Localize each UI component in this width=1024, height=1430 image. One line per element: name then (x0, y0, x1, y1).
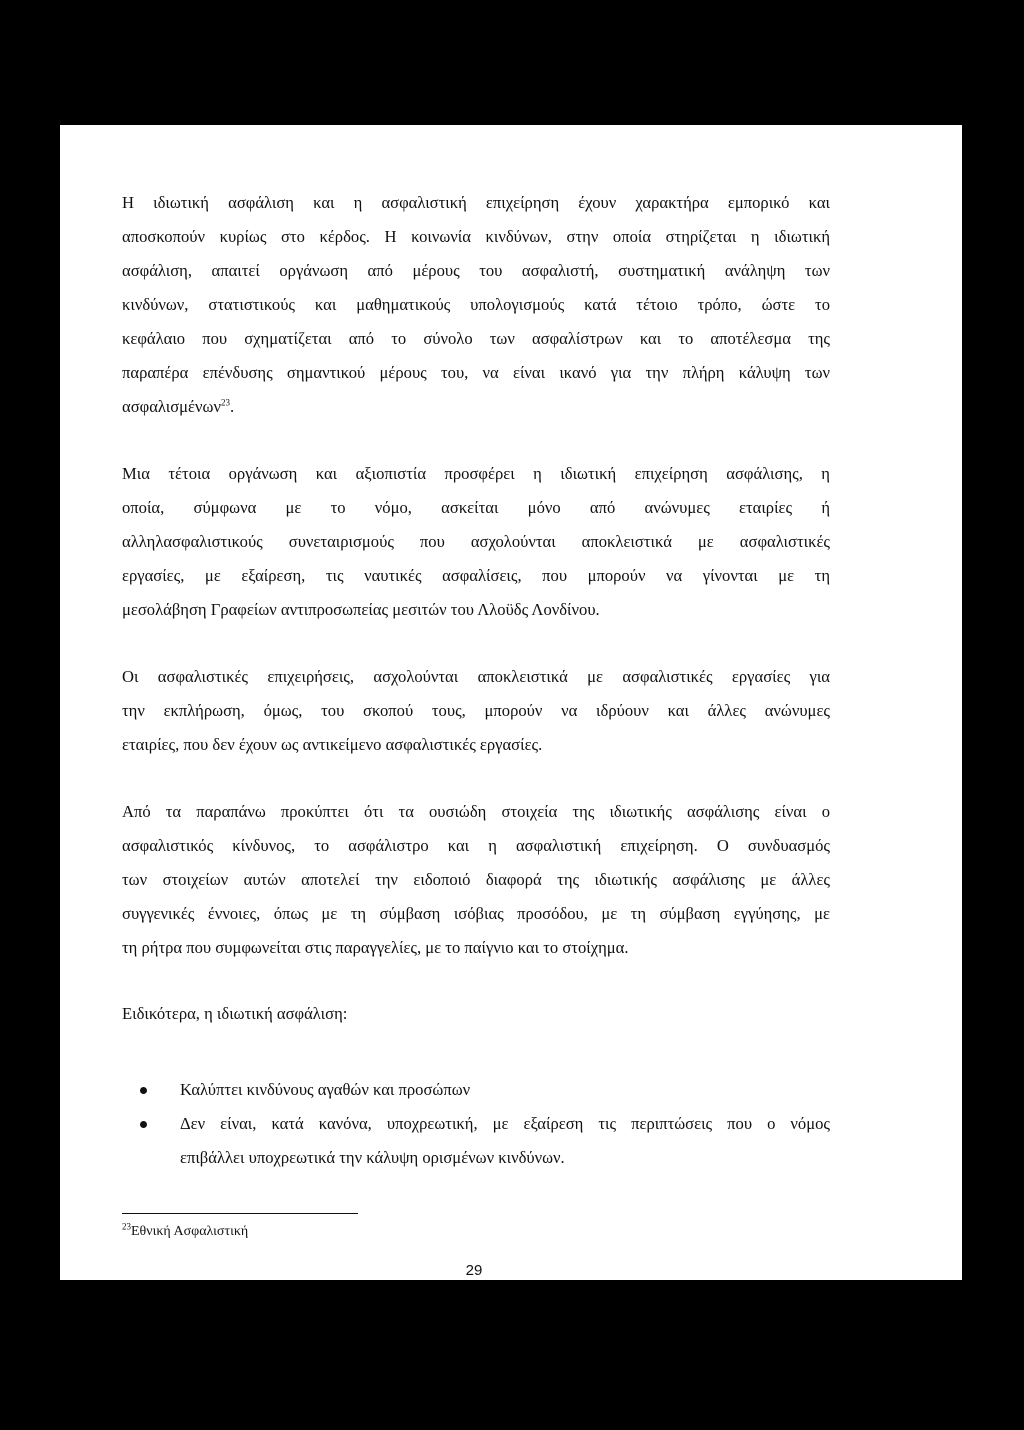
paragraph-4 (122, 795, 830, 965)
paragraph-line: των στοιχείων αυτών αποτελεί την ειδοποιό διαφορά της ιδιωτικής ασφάλισης με άλλες (122, 870, 830, 889)
scan-border-left (0, 0, 60, 1430)
bullet-icon (140, 1087, 147, 1094)
paragraph-line: κινδύνων, στατιστικούς και μαθηματικούς υπολογισμούς κατά τέτοιο τρόπο, ώστε το (122, 295, 830, 314)
paragraph-line: παραπέρα επένδυσης σημαντικού μέρους του, να είναι ικανό για την πλήρη κάλυψη των (122, 363, 830, 382)
scan-border-bottom (0, 1280, 1024, 1430)
paragraph-line: Η ιδιωτική ασφάλιση και η ασφαλιστική επιχείρηση έχουν χαρακτήρα εμπορικό και (122, 193, 830, 212)
list-item-text: Δεν είναι, κατά κανόνα, υποχρεωτική, με εξαίρεση τις περιπτώσεις που ο νόμος (180, 1114, 830, 1133)
footnote (122, 1221, 249, 1240)
paragraph-last-line (122, 390, 830, 424)
list-item-text: Καλύπτει κινδύνους αγαθών και προσώπων (180, 1080, 471, 1099)
paragraph-line-text: ασφαλισμένων (122, 397, 221, 416)
paragraph-line: ασφάλιση, απαιτεί οργάνωση από μέρους του ασφαλιστή, συστηματική ανάληψη των (122, 261, 830, 280)
paragraph-line: οποία, σύμφωνα με το νόμο, ασκείται μόνο από ανώνυμες εταιρίες ή (122, 498, 830, 517)
paragraph-line: εργασίες, με εξαίρεση, τις ναυτικές ασφαλίσεις, που μπορούν να γίνονται με τη (122, 566, 830, 585)
list-item (122, 1073, 830, 1107)
paragraph-line: αποσκοπούν κυρίως στο κέρδος. Η κοινωνία κινδύνων, στην οποία στηρίζεται η ιδιωτική (122, 227, 830, 246)
paragraph-last-line: Ειδικότερα, η ιδιωτική ασφάλιση: (122, 1004, 348, 1023)
scan-border-right (962, 0, 1024, 1430)
paragraph-last-line: εταιρίες, που δεν έχουν ως αντικείμενο ασφαλιστικές εργασίες. (122, 735, 543, 754)
paragraph-line: την εκπλήρωση, όμως, του σκοπού τους, μπορούν να ιδρύουν και άλλες ανώνυμες (122, 701, 830, 720)
footnote-reference: 23 (220, 397, 230, 408)
paragraph-last-line: τη ρήτρα που συμφωνείται στις παραγγελίες, με το παίγνιο και το στοίχημα. (122, 938, 629, 957)
paragraph-line: συγγενικές έννοιες, όπως με τη σύμβαση ισόβιας προσόδου, με τη σύμβαση εγγύησης, με (122, 904, 830, 923)
footnote-text: Εθνική Ασφαλιστική (131, 1224, 249, 1239)
paragraph-line-end: . (229, 397, 235, 416)
paragraph-5 (122, 997, 830, 1031)
paragraph-line: Οι ασφαλιστικές επιχειρήσεις, ασχολούνται αποκλειστικά με ασφαλιστικές εργασίες για (122, 667, 830, 686)
bullet-icon (140, 1121, 147, 1128)
paragraph-2 (122, 457, 830, 627)
footnote-divider (122, 1213, 358, 1214)
paragraph-line: αλληλασφαλιστικούς συνεταιρισμούς που ασχολούνται αποκλειστικά με ασφαλιστικές (122, 532, 830, 551)
paragraph-last-line: μεσολάβηση Γραφείων αντιπροσωπείας μεσιτών του Λλοϋδς Λονδίνου. (122, 600, 600, 619)
scan-border-top (0, 0, 1024, 125)
list-item-text: επιβάλλει υποχρεωτικά την κάλυψη ορισμένων κινδύνων. (180, 1148, 565, 1167)
paragraph-line: κεφάλαιο που σχηματίζεται από το σύνολο των ασφαλίστρων και το αποτέλεσμα της (122, 329, 830, 348)
bullet-list (122, 1073, 830, 1175)
paragraph-line: Από τα παραπάνω προκύπτει ότι τα ουσιώδη στοιχεία της ιδιωτικής ασφάλισης είναι ο (122, 802, 830, 821)
list-item (122, 1107, 830, 1175)
paragraph-line: Μια τέτοια οργάνωση και αξιοπιστία προσφέρει η ιδιωτική επιχείρηση ασφάλισης, η (122, 464, 830, 483)
footnote-number: 23 (122, 1221, 131, 1232)
page-number: 29 (465, 1262, 483, 1279)
paragraph-line: ασφαλιστικός κίνδυνος, το ασφάλιστρο και η ασφαλιστική επιχείρηση. Ο συνδυασμός (122, 836, 830, 855)
paragraph-1 (122, 186, 830, 424)
paragraph-3 (122, 660, 830, 762)
